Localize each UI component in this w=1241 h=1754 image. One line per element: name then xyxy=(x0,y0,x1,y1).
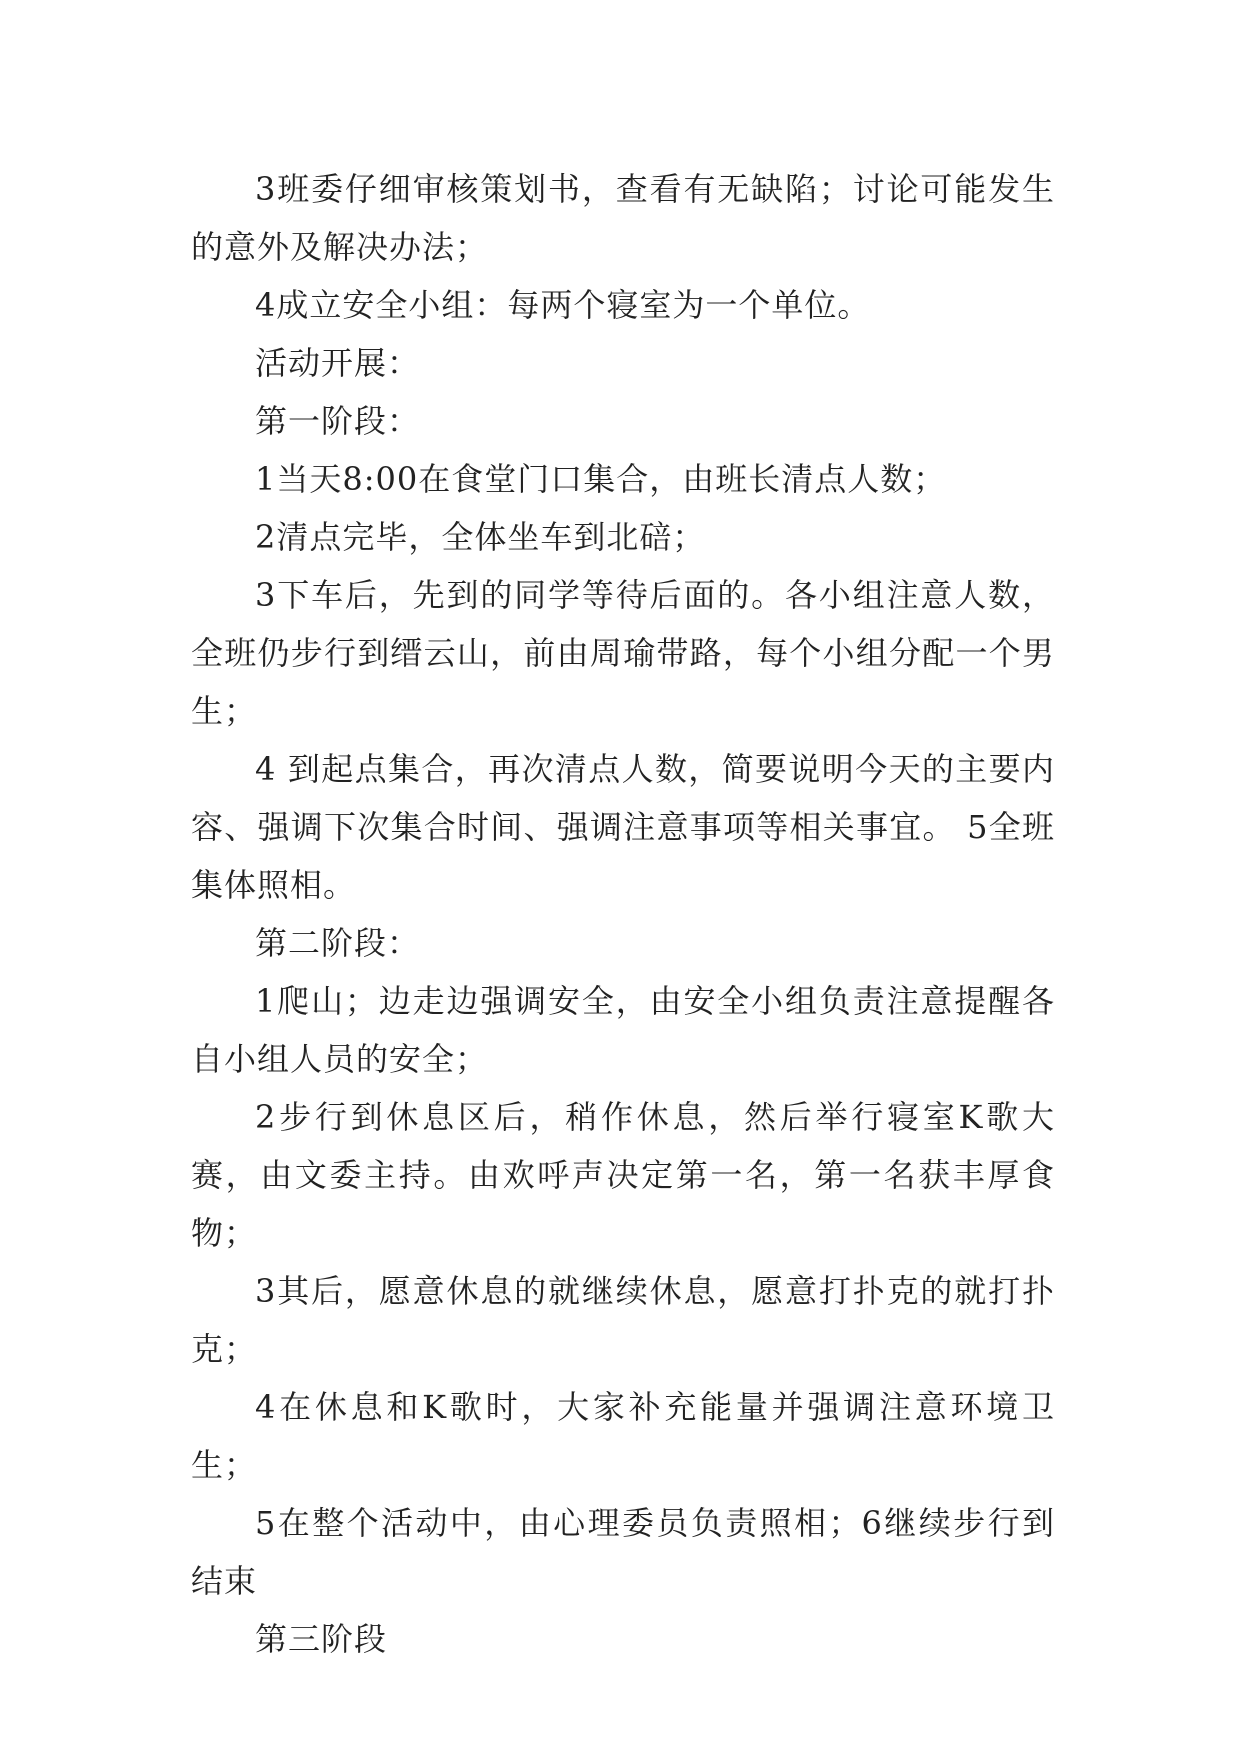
heading-activity: 活动开展： xyxy=(255,344,421,382)
paragraph-stage-one-item-2: 2清点完毕，全体坐车到北碚； xyxy=(255,518,706,556)
heading-stage-two: 第二阶段： xyxy=(255,924,421,962)
paragraph-stage-one-item-3: 3下车后，先到的同学等待后面的。各小组注意人数，全班仍步行到缙云山，前由周瑜带路，每个小组分配一个男生； xyxy=(191,576,1055,730)
document-body xyxy=(191,160,1055,1668)
paragraph-stage-two-item-4: 4在休息和K歌时，大家补充能量并强调注意环境卫生； xyxy=(191,1388,1055,1484)
heading-stage-one: 第一阶段： xyxy=(255,402,421,440)
paragraph-stage-two-item-2: 2步行到休息区后，稍作休息，然后举行寝室K歌大赛，由文委主持。由欢呼声决定第一名，第一名获丰厚食物； xyxy=(191,1098,1055,1252)
heading-stage-three: 第三阶段 xyxy=(255,1620,388,1658)
paragraph-review-plan: 3班委仔细审核策划书，查看有无缺陷；讨论可能发生的意外及解决办法； xyxy=(191,170,1055,266)
paragraph-stage-one-item-1: 1当天8:00在食堂门口集合，由班长清点人数； xyxy=(255,460,947,498)
paragraph-stage-two-item-3: 3其后，愿意休息的就继续休息，愿意打扑克的就打扑克； xyxy=(191,1272,1055,1368)
paragraph-safety-group: 4成立安全小组：每两个寝室为一个单位。 xyxy=(255,286,871,324)
paragraph-stage-two-item-1: 1爬山；边走边强调安全，由安全小组负责注意提醒各自小组人员的安全； xyxy=(191,982,1055,1078)
paragraph-stage-one-item-4: 4 到起点集合，再次清点人数，简要说明今天的主要内容、强调下次集合时间、强调注意事项等相关事宜。 5全班集体照相。 xyxy=(191,750,1055,904)
paragraph-stage-two-item-5: 5在整个活动中，由心理委员负责照相；6继续步行到结束 xyxy=(191,1504,1055,1600)
